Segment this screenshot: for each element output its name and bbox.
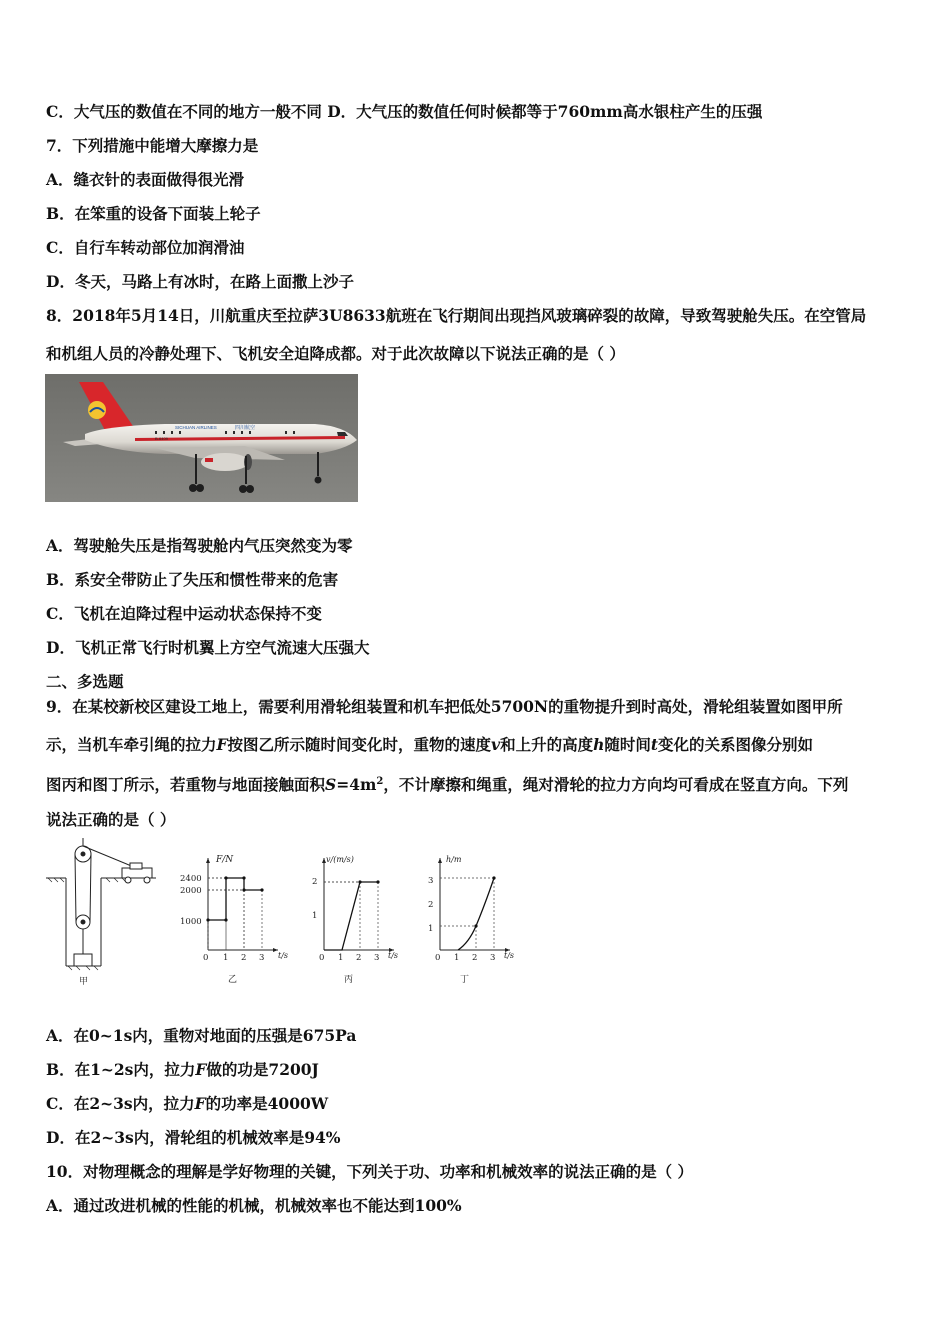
- q9-stem-line4: 说法正确的是（ ）: [46, 810, 176, 829]
- q9-option-b: B．在1~2s内，拉力F做的功是7200J: [46, 1060, 319, 1079]
- q9-option-c: C．在2~3s内，拉力F的功率是4000W: [46, 1094, 329, 1113]
- q9-stem-line1: 9．在某校新校区建设工地上，需要利用滑轮组装置和机车把低处5700N的重物提升到时高处，滑轮组装置如图甲所: [46, 697, 843, 716]
- q9-stem-line2: 示，当机车牵引绳的拉力F按图乙所示随时间变化时，重物的速度v和上升的高度h随时间t变化的关系图像分别如: [46, 735, 814, 754]
- figure-jia-label: 甲: [79, 977, 89, 987]
- q9-stem-line3: 图丙和图丁所示，若重物与地面接触面积$S=4m^2$，不计摩擦和绳重，绳对滑轮的拉力方向均可看成在竖直方向。下列: [46, 775, 849, 795]
- q8-option-c: C．飞机在迫降过程中运动状态保持不变: [46, 604, 322, 623]
- bing-xtick-2: 2: [356, 953, 362, 963]
- ding-data-point: [474, 924, 477, 927]
- figure-yi-label: 乙: [228, 975, 238, 985]
- q9-figures: [46, 838, 526, 998]
- figure-ding-label: 丁: [460, 975, 470, 985]
- bing-series-line: [324, 882, 378, 950]
- yi-xtick-2: 2: [241, 953, 247, 963]
- ding-data-point: [492, 876, 495, 879]
- q8-option-b: B．系安全带防止了失压和惯性带来的危害: [46, 570, 339, 589]
- bing-xlabel: t/s: [388, 951, 399, 960]
- yi-y-arrow: [206, 858, 210, 863]
- ding-xtick-0: 0: [435, 953, 441, 963]
- ding-xlabel: t/s: [504, 951, 515, 960]
- yi-ytick-1000: 1000: [180, 917, 202, 927]
- bing-data-point: [376, 880, 379, 883]
- bing-xtick-1: 1: [338, 953, 344, 963]
- yi-data-point: [242, 888, 245, 891]
- plane-registration: B-6409: [155, 436, 168, 441]
- ding-ytick-3: 3: [428, 876, 434, 886]
- ding-xtick-3: 3: [490, 953, 496, 963]
- yi-xtick-3: 3: [259, 953, 265, 963]
- yi-series-line: [208, 878, 262, 920]
- yi-data-point: [260, 888, 263, 891]
- bing-data-point: [358, 880, 361, 883]
- ding-ytick-2: 2: [428, 900, 434, 910]
- bing-ylabel: v/(m/s): [326, 855, 354, 864]
- yi-data-point: [242, 876, 245, 879]
- section-multi-choice: 二、多选题: [46, 672, 124, 691]
- ding-xtick-2: 2: [472, 953, 478, 963]
- q8-stem-line2: 和机组人员的冷静处理下、飞机安全迫降成都。对于此次故障以下说法正确的是（ ）: [46, 344, 625, 363]
- q8-stem-line1: 8．2018年5月14日，川航重庆至拉萨3U8633航班在飞行期间出现挡风玻璃碎裂的故障，导致驾驶舱失压。在空管局: [46, 306, 867, 325]
- yi-data-point: [206, 918, 209, 921]
- q9-option-d: D．在2~3s内，滑轮组的机械效率是94%: [46, 1128, 341, 1147]
- q9-option-a: A．在0~1s内，重物对地面的压强是675Pa: [46, 1026, 357, 1045]
- q7-option-d: D．冬天，马路上有冰时，在路上面撒上沙子: [46, 272, 354, 291]
- q7-option-b: B．在笨重的设备下面装上轮子: [46, 204, 261, 223]
- ding-ylabel: h/m: [446, 855, 462, 864]
- yi-ytick-2000: 2000: [180, 886, 202, 896]
- q8-option-d: D．飞机正常飞行时机翼上方空气流速大压强大: [46, 638, 370, 657]
- q7-option-c: C．自行车转动部位加润滑油: [46, 238, 245, 257]
- ding-y-arrow: [438, 858, 442, 863]
- bing-ytick-2: 2: [312, 877, 318, 887]
- figure-bing-velocity-time: [312, 855, 398, 985]
- yi-data-point: [224, 876, 227, 879]
- q7-stem: 7．下列措施中能增大摩擦力是: [46, 136, 259, 155]
- yi-ylabel: F/N: [216, 855, 234, 865]
- figure-jia-pulley: [46, 838, 156, 970]
- q7-option-a: A．缝衣针的表面做得很光滑: [46, 170, 245, 189]
- ding-ytick-1: 1: [428, 924, 434, 934]
- q10-option-a: A．通过改进机械的性能的机械，机械效率也不能达到100%: [46, 1196, 462, 1215]
- plane-airline-en: SICHUAN AIRLINES: [175, 425, 217, 430]
- yi-xtick-1: 1: [223, 953, 229, 963]
- bing-xtick-3: 3: [374, 953, 380, 963]
- q6-options-cd: C．大气压的数值在不同的地方一般不同 D．大气压的数值任何时候都等于760mm高水银柱产生的压强: [46, 102, 763, 121]
- bing-ytick-1: 1: [312, 911, 318, 921]
- q8-option-a: A．驾驶舱失压是指驾驶舱内气压突然变为零: [46, 536, 353, 555]
- figure-bing-label: 丙: [344, 975, 354, 985]
- q10-stem: 10．对物理概念的理解是学好物理的关键，下列关于功、功率和机械效率的说法正确的是（ ）: [46, 1162, 693, 1181]
- ding-xtick-1: 1: [454, 953, 460, 963]
- yi-xtick-0: 0: [203, 953, 209, 963]
- yi-xlabel: t/s: [278, 951, 289, 960]
- plane-airline-cn: 四川航空: [235, 425, 256, 431]
- figure-yi-force-time: [180, 855, 288, 985]
- figure-ding-height-time: [428, 855, 514, 985]
- bing-xtick-0: 0: [319, 953, 325, 963]
- yi-data-point: [224, 918, 227, 921]
- yi-ytick-2400: 2400: [180, 874, 202, 884]
- airplane-photo: [45, 374, 358, 502]
